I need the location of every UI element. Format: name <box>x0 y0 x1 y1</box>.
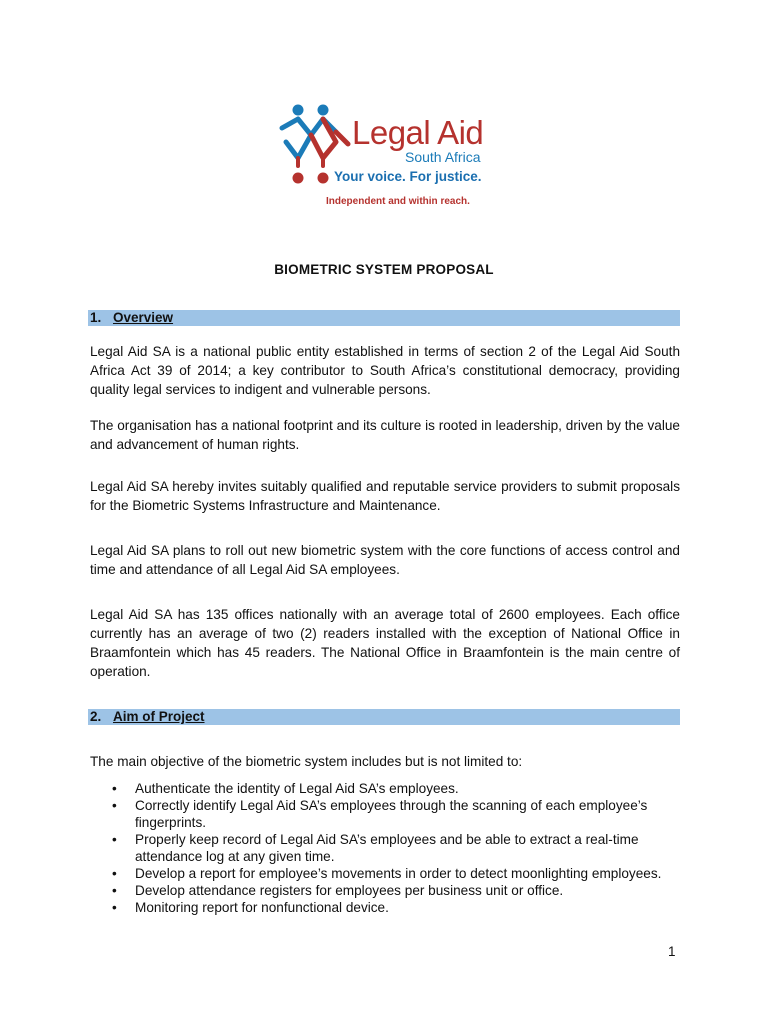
paragraph: Legal Aid SA plans to roll out new biometric system with the core functions of access control and time and attendance of all Legal Aid SA employees. <box>90 543 680 577</box>
list-item: • Develop attendance registers for employees per business unit or office. <box>90 882 680 899</box>
section-title: Aim of Project <box>113 709 205 724</box>
list-item: • Properly keep record of Legal Aid SA’s employees and be able to extract a real-time attendance log at any given time. <box>90 831 680 865</box>
page-number: 1 <box>668 944 676 959</box>
list-item: • Authenticate the identity of Legal Aid SA’s employees. <box>90 780 680 797</box>
paragraph: Legal Aid SA is a national public entity established in terms of section 2 of the Legal Aid South Africa Act 39 of 2014; a key contributor to South Africa’s constitutional democracy, providing quality legal services to indigent and vulnerable persons. <box>90 344 680 397</box>
paragraph: Legal Aid SA hereby invites suitably qualified and reputable service providers to submit proposals for the Biometric Systems Infrastructure and Maintenance. <box>90 479 680 513</box>
section-number: 1. <box>90 310 102 325</box>
logo-region: South Africa <box>405 149 481 165</box>
logo-tagline: Independent and within reach. <box>326 196 470 207</box>
objectives-list <box>90 780 680 916</box>
list-item: • Monitoring report for nonfunctional device. <box>90 899 680 916</box>
list-item: • Develop a report for employee’s movements in order to detect moonlighting employees. <box>90 865 680 882</box>
section-intro: The main objective of the biometric system includes but is not limited to: <box>90 754 523 769</box>
paragraph: Legal Aid SA has 135 offices nationally with an average total of 2600 employees. Each office currently has an average of two (2) readers installed with the exception of National Office in Braamfontein which has 45 readers. The National Office in Braamfontein is the main centre of operation. <box>90 607 680 679</box>
logo-title: Legal Aid <box>352 114 484 151</box>
legal-aid-logo <box>278 102 508 212</box>
paragraph: The organisation has a national footprint and its culture is rooted in leadership, driven by the value and advancement of human rights. <box>90 418 680 452</box>
section-number: 2. <box>90 709 102 724</box>
logo-slogan: Your voice. For justice. <box>334 169 482 184</box>
section-title: Overview <box>113 310 174 325</box>
document-title: BIOMETRIC SYSTEM PROPOSAL <box>274 262 494 277</box>
list-item: • Correctly identify Legal Aid SA’s employees through the scanning of each employee’s fingerprints. <box>90 797 680 831</box>
section-heading-overview <box>88 310 680 326</box>
section-heading-aim <box>88 709 680 725</box>
